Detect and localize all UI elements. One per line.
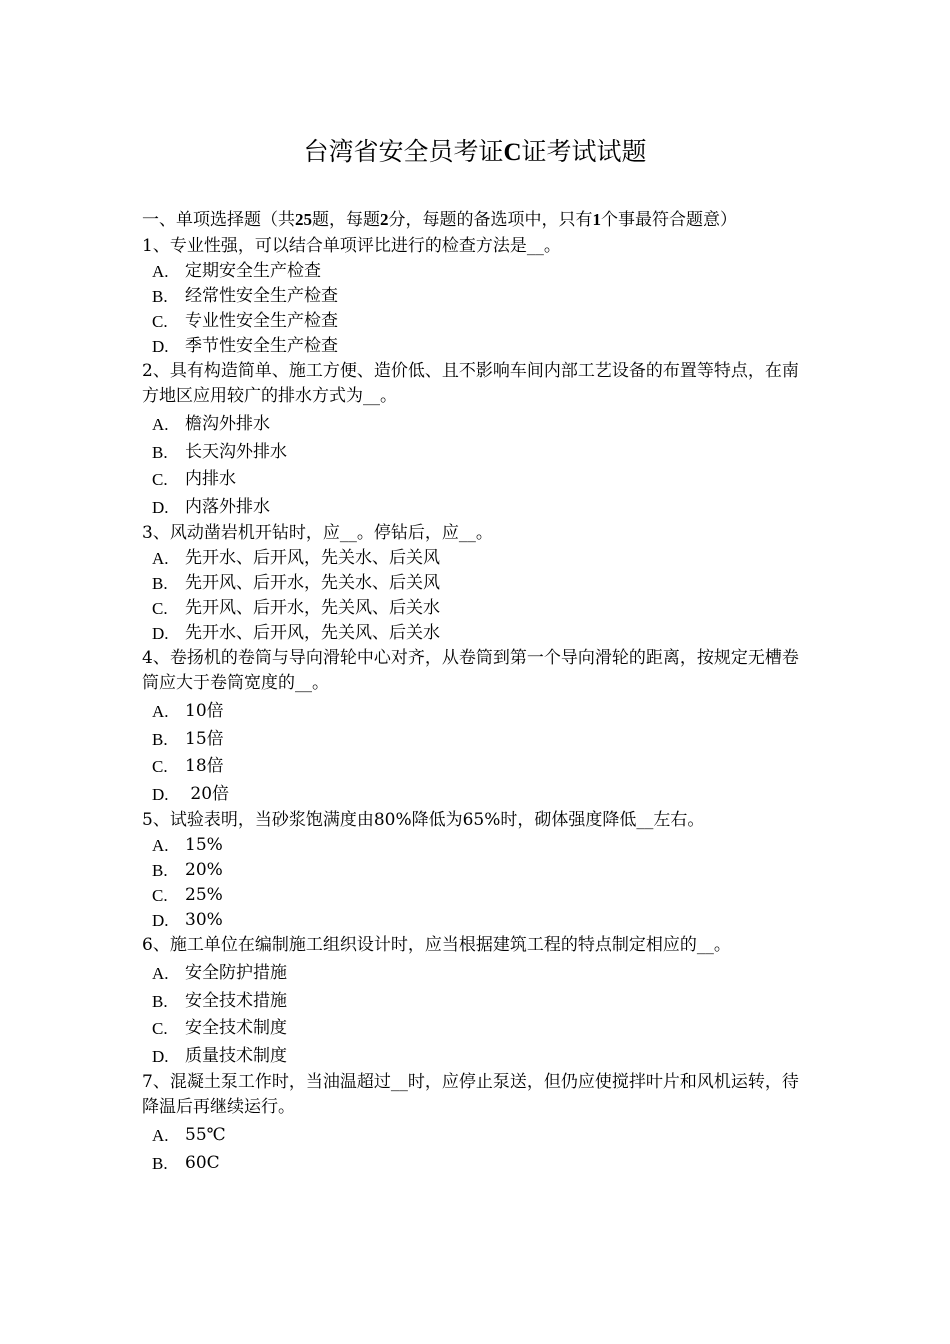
question-stem: 2、具有构造简单、施工方便、造价低、且不影响车间内部工艺设备的布置等特点，在南方地区应用较广的排水方式为__。 <box>142 361 799 406</box>
option-a <box>142 411 812 439</box>
option-letter: B. <box>152 861 168 880</box>
option-letter: A. <box>152 702 169 721</box>
option-text: 安全技术措施 <box>185 990 287 1011</box>
question-1 <box>142 234 812 359</box>
option-letter: C. <box>152 1019 168 1038</box>
option-c <box>142 596 812 621</box>
option-c <box>142 753 812 781</box>
option-a <box>142 833 812 858</box>
section-points: 2 <box>380 210 389 229</box>
exam-content <box>142 208 812 1177</box>
section-answer-count: 1 <box>592 210 601 229</box>
question-stem: 6、施工单位在编制施工组织设计时，应当根据建筑工程的特点制定相应的__。 <box>142 935 731 955</box>
option-c <box>142 466 812 494</box>
section-text-2: 题，每题 <box>312 210 380 230</box>
question-5 <box>142 808 812 933</box>
option-text: 18倍 <box>185 756 224 776</box>
question-7 <box>142 1070 812 1177</box>
option-text: 檐沟外排水 <box>185 414 270 434</box>
option-a <box>142 960 812 988</box>
option-letter: B. <box>152 991 168 1011</box>
section-text-4: 个事最符合题意） <box>601 210 737 230</box>
page-title <box>0 132 950 173</box>
option-a <box>142 1122 812 1150</box>
option-text: 20倍 <box>185 783 230 804</box>
question-stem: 4、卷扬机的卷筒与导向滑轮中心对齐，从卷筒到第一个导向滑轮的距离，按规定无槽卷筒应大于卷筒宽度的__。 <box>142 648 799 693</box>
option-letter: B. <box>152 442 168 462</box>
question-stem: 5、试验表明，当砂浆饱满度由80%降低为65%时，砌体强度降低__左右。 <box>142 810 705 830</box>
option-b <box>142 988 812 1016</box>
option-letter: C. <box>152 886 168 905</box>
option-text: 先开风、后开水，先关水、后关风 <box>185 573 440 593</box>
option-text: 质量技术制度 <box>185 1045 287 1066</box>
option-text: 先开风、后开水，先关风、后关水 <box>185 598 440 618</box>
option-letter: D. <box>152 337 169 356</box>
section-text-3: 分，每题的备选项中，只有 <box>388 210 593 230</box>
option-text: 经常性安全生产检查 <box>185 286 338 306</box>
option-b <box>142 858 812 883</box>
option-d <box>142 334 812 359</box>
option-text: 内落外排水 <box>185 496 270 517</box>
option-letter: A. <box>152 415 169 434</box>
option-letter: B. <box>152 1153 168 1173</box>
option-a <box>142 546 812 571</box>
option-text: 20% <box>185 860 223 880</box>
option-text: 10倍 <box>185 701 224 721</box>
option-letter: D. <box>152 784 169 804</box>
option-c <box>142 1015 812 1043</box>
option-text: 安全技术制度 <box>185 1018 287 1038</box>
option-text: 55℃ <box>185 1125 226 1145</box>
option-text: 定期安全生产检查 <box>185 261 321 281</box>
section-count: 25 <box>295 210 312 229</box>
option-text: 安全防护措施 <box>185 963 287 983</box>
option-letter: D. <box>152 911 169 930</box>
option-text: 内排水 <box>185 469 236 489</box>
option-b <box>142 571 812 596</box>
question-stem: 3、风动凿岩机开钻时，应__。停钻后，应__。 <box>142 523 493 543</box>
option-b <box>142 439 812 467</box>
option-letter: B. <box>152 287 168 306</box>
option-d <box>142 908 812 933</box>
option-letter: A. <box>152 1126 169 1145</box>
question-stem: 7、混凝土泵工作时，当油温超过__时，应停止泵送，但仍应使搅拌叶片和风机运转，待降温后再继续运行。 <box>142 1072 799 1117</box>
option-letter: A. <box>152 836 169 855</box>
option-text: 15% <box>185 835 223 855</box>
title-part-2: C <box>503 139 522 166</box>
option-text: 专业性安全生产检查 <box>185 311 338 331</box>
option-c <box>142 883 812 908</box>
option-b <box>142 726 812 754</box>
option-d <box>142 494 812 522</box>
option-letter: D. <box>152 624 169 643</box>
option-letter: C. <box>152 757 168 776</box>
section-text-1: 一、单项选择题（共 <box>142 210 295 230</box>
question-3 <box>142 521 812 646</box>
title-part-1: 台湾省安全员考证 <box>303 137 504 166</box>
option-letter: C. <box>152 599 168 618</box>
option-text: 30% <box>185 910 223 930</box>
option-letter: C. <box>152 312 168 331</box>
option-b <box>142 1150 812 1178</box>
option-c <box>142 309 812 334</box>
option-a <box>142 259 812 284</box>
option-letter: A. <box>152 549 169 568</box>
option-letter: B. <box>152 729 168 749</box>
question-4 <box>142 646 812 808</box>
option-letter: B. <box>152 574 168 593</box>
option-text: 15倍 <box>185 728 224 749</box>
option-text: 长天沟外排水 <box>185 441 287 462</box>
question-stem: 1、专业性强，可以结合单项评比进行的检查方法是__。 <box>142 236 561 256</box>
option-letter: D. <box>152 1046 169 1066</box>
question-6 <box>142 933 812 1070</box>
option-letter: A. <box>152 262 169 281</box>
title-part-3: 证考试试题 <box>521 137 647 166</box>
option-b <box>142 284 812 309</box>
option-d <box>142 621 812 646</box>
option-text: 先开水、后开风，先关水、后关风 <box>185 548 440 568</box>
option-d <box>142 781 812 809</box>
option-letter: C. <box>152 470 168 489</box>
option-text: 60C <box>185 1152 220 1173</box>
question-2 <box>142 359 812 521</box>
option-text: 季节性安全生产检查 <box>185 336 338 356</box>
option-letter: D. <box>152 497 169 517</box>
option-d <box>142 1043 812 1071</box>
option-text: 先开水、后开风，先关风、后关水 <box>185 623 440 643</box>
option-text: 25% <box>185 885 223 905</box>
option-a <box>142 698 812 726</box>
option-letter: A. <box>152 964 169 983</box>
section-heading <box>142 208 812 232</box>
